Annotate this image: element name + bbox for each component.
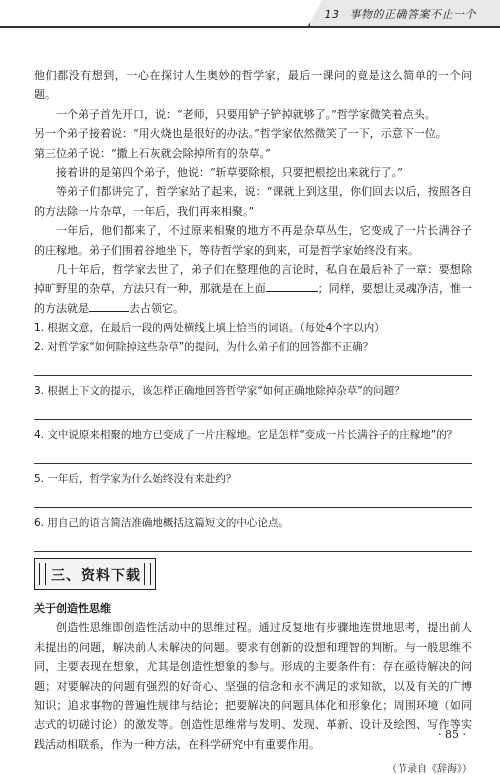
- answer-line[interactable]: [34, 537, 472, 552]
- section-heading: [34, 558, 156, 590]
- question-5: 5. 一年后，哲学家为什么始终没有来赴约？: [34, 473, 237, 486]
- fill-blank-1[interactable]: [266, 281, 318, 292]
- article-paragraph: 一个弟子首先开口，说：“老师，只要用铲子铲掉就够了。”哲学家微笑着点头。: [56, 107, 436, 121]
- article-final-paragraph: [34, 260, 472, 318]
- final-text-b: ；同样，要想让灵魂净洁，惟一的方法就是: [34, 282, 473, 315]
- question-1: 1. 根据文意，在最后一段的两处横线上填上恰当的词语。（每处4个字以内）: [34, 322, 385, 335]
- question-6: 6. 用自己的语言简洁准确地概括这篇短文的中心论点。: [34, 517, 289, 530]
- question-3: 3. 根据上下文的提示，该怎样正确地回答哲学家“如何正确地除掉杂草”的问题？: [34, 385, 405, 398]
- article-paragraph: 他们都没有想到，一心在探讨人生奥妙的哲学家，最后一课问的竟是这么简单的一个问题。: [34, 69, 472, 102]
- chapter-number: 13: [324, 8, 340, 21]
- fill-blank-2[interactable]: [89, 301, 129, 312]
- article-paragraph: 等弟子们都讲完了，哲学家站了起来，说：“课就上到这里，你们回去以后，按照各自的方法除一片杂草，一年后，我们再来相聚。”: [34, 185, 472, 218]
- answer-line[interactable]: [34, 493, 472, 508]
- final-text-c: 去占领它。: [129, 301, 184, 315]
- heading-ornament: [39, 563, 46, 585]
- page-number: · 85 ·: [438, 728, 466, 741]
- answer-line[interactable]: [34, 361, 472, 376]
- section-heading-text: 三、资料下载: [51, 568, 141, 585]
- resource-body: 创造性思维即创造性活动中的思维过程。通过反复地有步骤地连贯地思考，提出前人未提出的问题，解决前人未解决的问题。要求有创新的设想和理智的判断。与一般思维不同，主要表现在想象，尤其是创造性想象的参与。形成的主要条件有：存在亟待解决的问题；对要解决的问题有强烈的好奇心、坚强的信念和永不满足的求知欲，以及有关的广博知识；追求事物的普遍性规律与结论；把要解决的问题具体化和形象化；周围环境（如同志式的切磋讨论）的激发等。创造性思维常与发明、发现、革新、设计及绘图、写作等实践活动相联系，作为一种方法，在科学研究中有重要作用。: [34, 621, 472, 751]
- question-4: 4. 文中说原来相聚的地方已变成了一片庄稼地。它是怎样“变成一片长满谷子的庄稼地”的？: [34, 429, 458, 442]
- article-paragraph: 接着讲的是第四个弟子，他说：“斩草要除根，只要把根挖出来就行了。”: [56, 166, 403, 180]
- running-header: [0, 0, 500, 28]
- final-text-a: 几十年后，哲学家去世了，弟子们在整理他的言论时，私自在最后补了一章：要想除掉旷野里的杂草，方法只有一种，那就是在上面: [34, 263, 472, 296]
- article-paragraph: 第三位弟子说：“撒上石灰就会除掉所有的杂草。”: [34, 146, 271, 160]
- article-paragraph: 另一个弟子接着说：“用火烧也是很好的办法。”哲学家依然微笑了一下，示意下一位。: [34, 127, 447, 141]
- heading-ornament: [144, 563, 151, 585]
- question-2: 2. 对哲学家“如何除掉这些杂草”的提问，为什么弟子们的回答都不正确？: [34, 341, 374, 354]
- answer-line[interactable]: [34, 405, 472, 420]
- answer-line[interactable]: [34, 449, 472, 464]
- resource-subtitle: 关于创造性思维: [34, 602, 111, 616]
- question-list: [34, 319, 472, 552]
- chapter-title: 事物的正确答案不止一个: [349, 8, 476, 21]
- article-paragraph: 一年后，他们都来了，不过原来相聚的地方不再是杂草丛生，它变成了一片长满谷子的庄稼地。弟子们围着谷地坐下，等待哲学家的到来，可是哲学家始终没有来。: [34, 224, 472, 257]
- page-body: [34, 66, 472, 775]
- header-chapter: [325, 6, 477, 22]
- resource-source: （节录自《辞海》）: [387, 764, 472, 775]
